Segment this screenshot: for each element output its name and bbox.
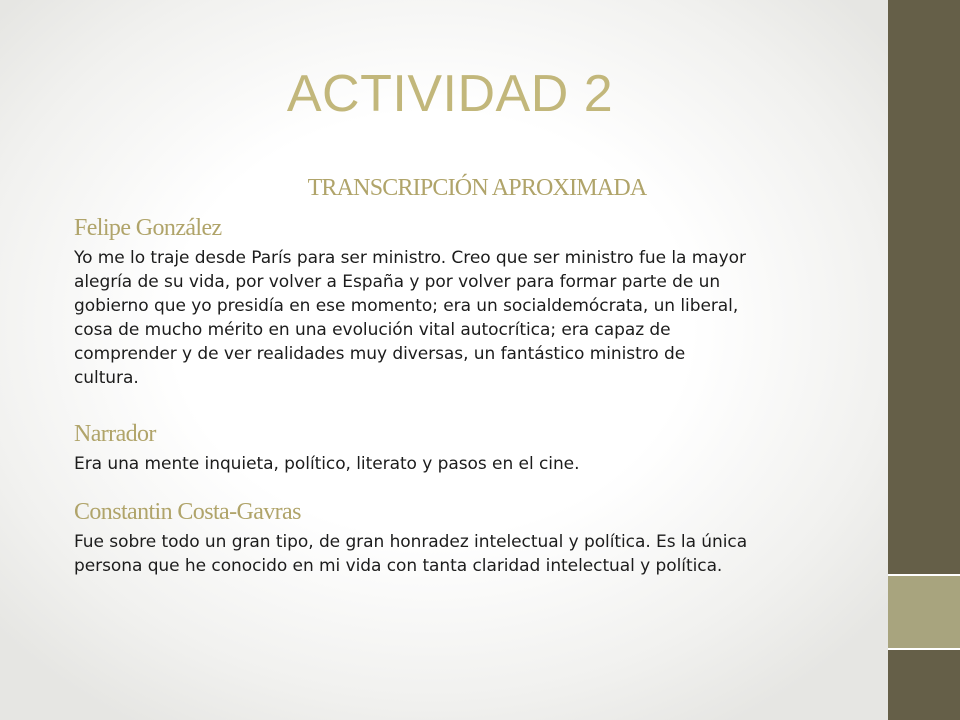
slide-content (74, 168, 864, 578)
quote-line: alegría de su vida, por volver a España y por volver para formar parte de un (74, 272, 721, 292)
quote-line: Yo me lo traje desde París para ser ministro. Creo que ser ministro fue la mayor (74, 248, 746, 268)
slide-subtitle: TRANSCRIPCIÓN APROXIMADA (307, 175, 647, 201)
quote-felipe-gonzalez (74, 246, 864, 390)
quote-line: Fue sobre todo un gran tipo, de gran honradez intelectual y política. Es la única (74, 532, 748, 552)
quote-line: persona que he conocido en mi vida con tanta claridad intelectual y política. (74, 556, 723, 576)
quote-line: Era una mente inquieta, político, literato y pasos en el cine. (74, 454, 580, 474)
quote-costa-gavras (74, 530, 864, 578)
quote-line: gobierno que yo presidía en ese momento; era un socialdemócrata, un liberal, (74, 296, 739, 316)
speaker-heading-narrador: Narrador (74, 421, 156, 447)
quote-line: comprender y de ver realidades muy diversas, un fantástico ministro de (74, 344, 686, 364)
speaker-heading-felipe-gonzalez: Felipe González (74, 215, 222, 241)
slide-title: ACTIVIDAD 2 (286, 65, 614, 123)
quote-line: cosa de mucho mérito en una evolución vital autocrítica; era capaz de (74, 320, 671, 340)
quote-narrador (74, 452, 864, 476)
side-bar-divider (888, 648, 960, 650)
speaker-heading-costa-gavras: Constantin Costa-Gavras (74, 499, 301, 525)
side-bar-accent-block (888, 576, 960, 648)
quote-line: cultura. (74, 368, 139, 388)
